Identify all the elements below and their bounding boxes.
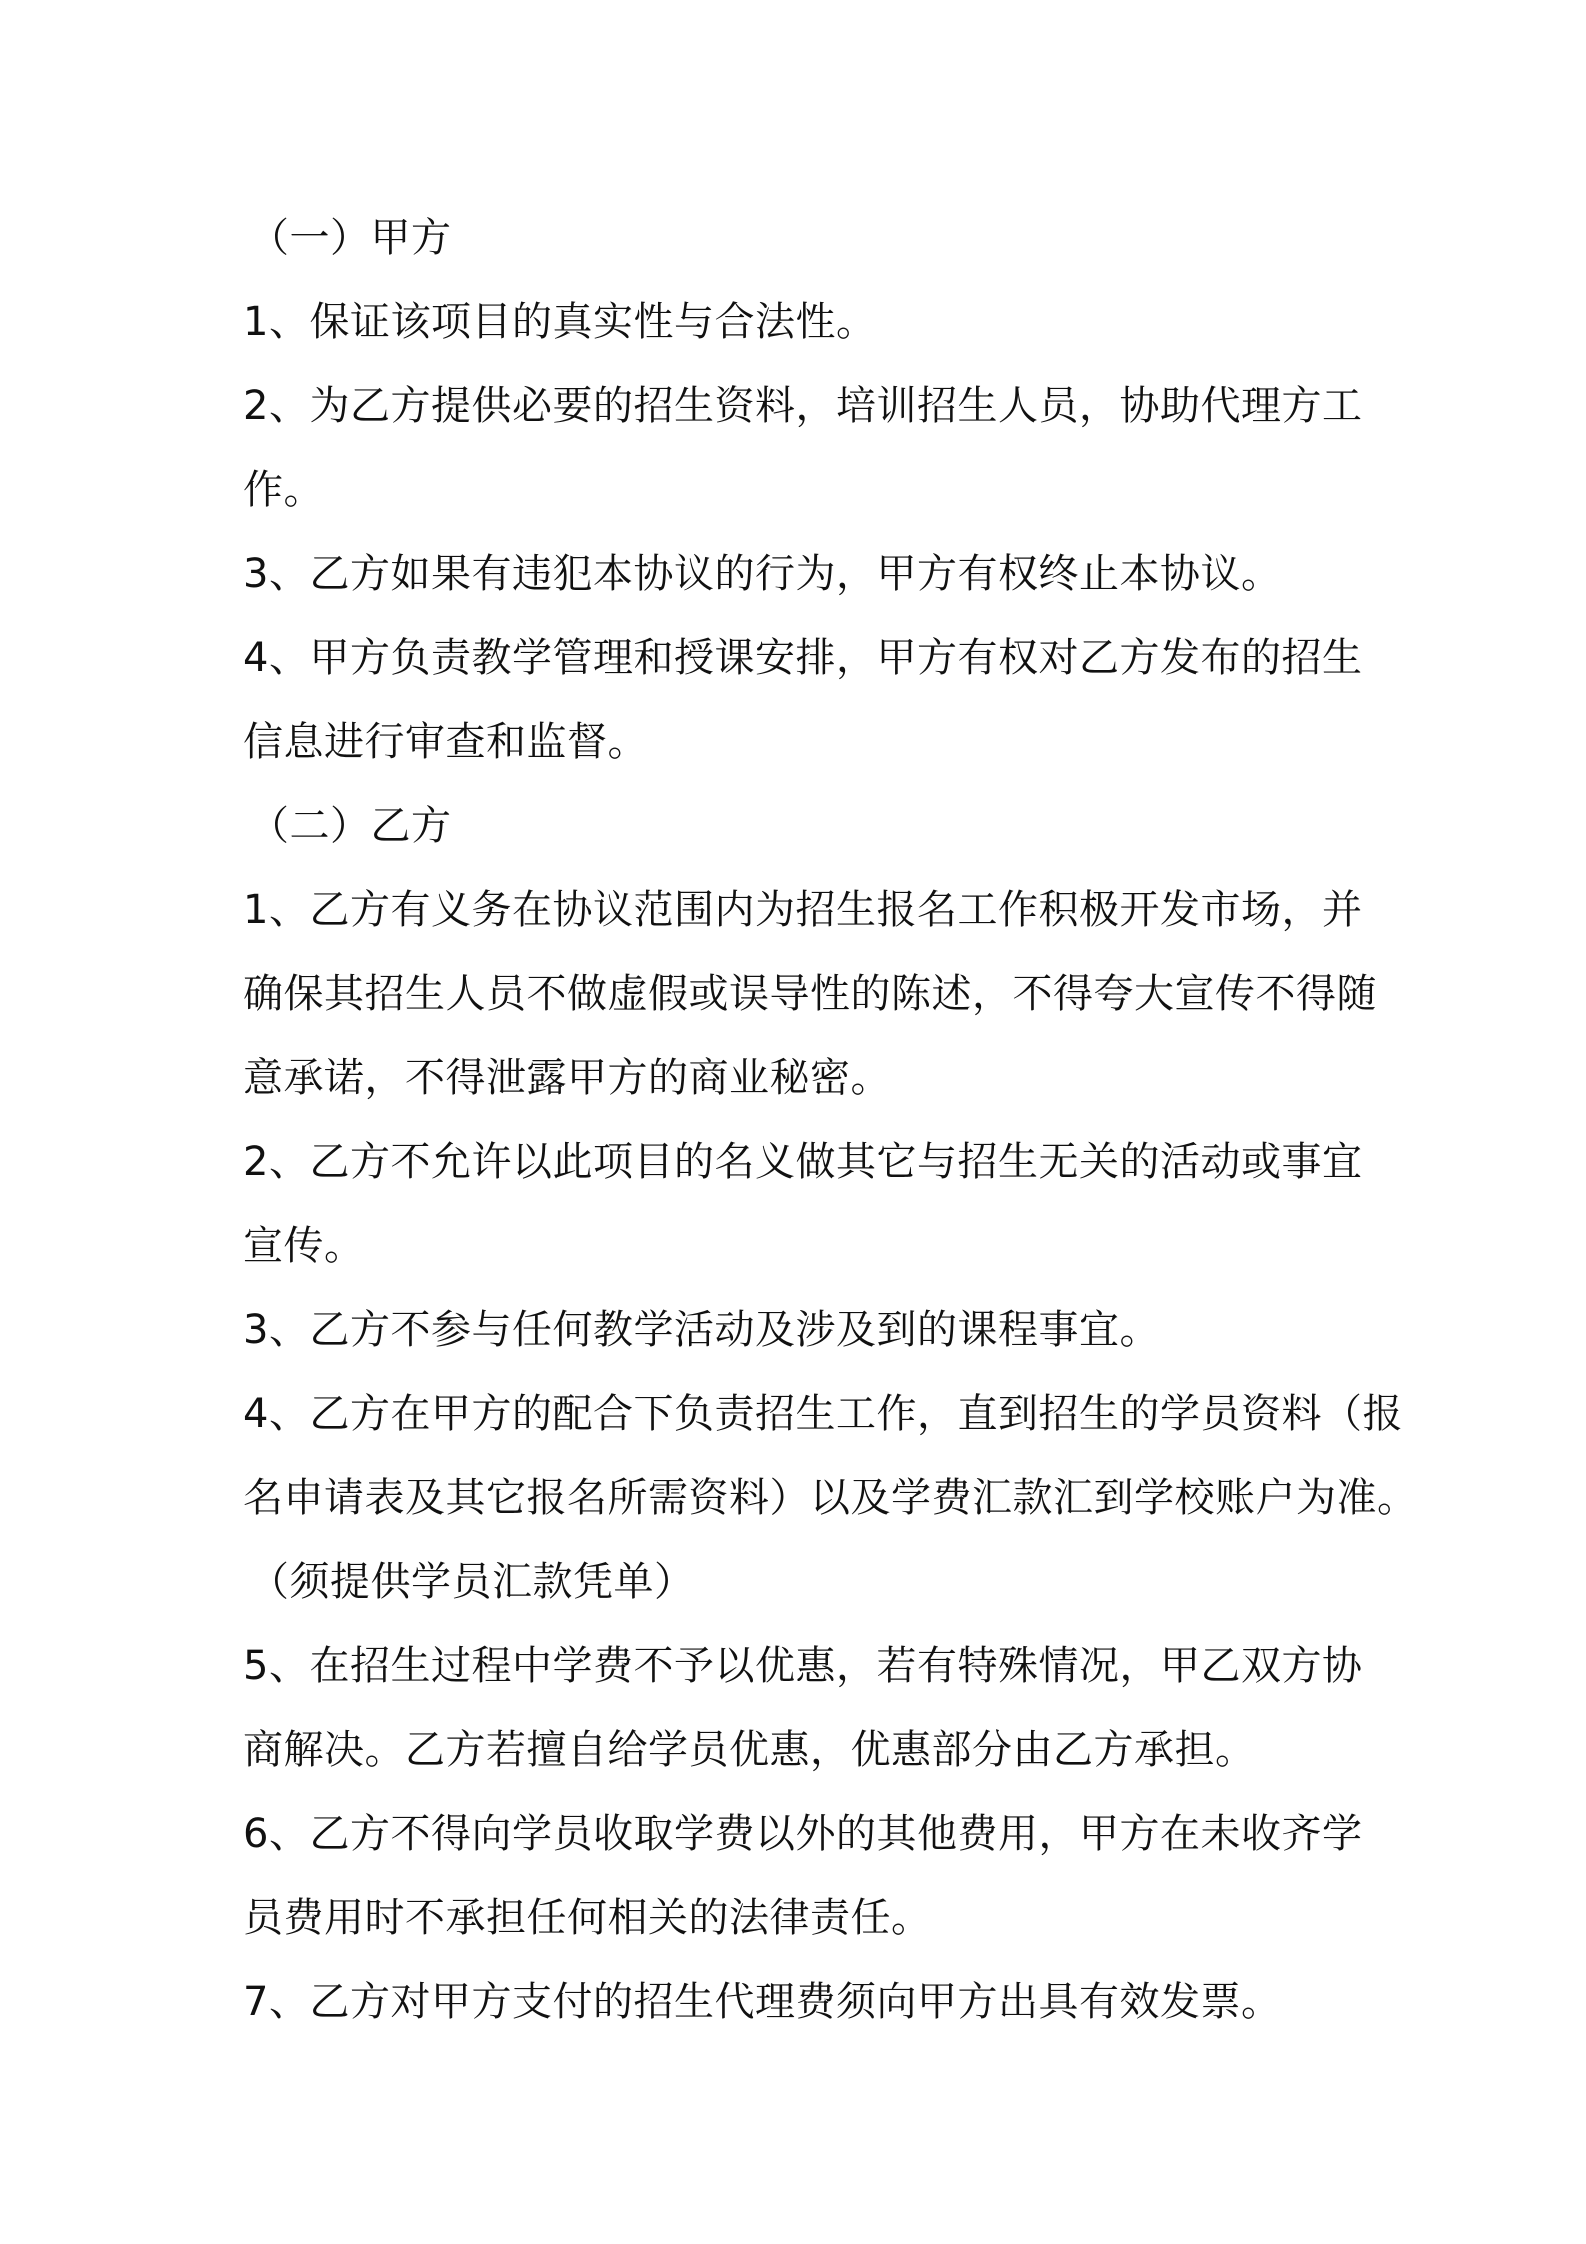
text-line: 1、保证该项目的真实性与合法性。 bbox=[243, 299, 877, 345]
text-line: 7、乙方对甲方支付的招生代理费须向甲方出具有效发票。 bbox=[243, 1979, 1282, 2025]
section-heading-party-b: （二）乙方 bbox=[249, 803, 452, 849]
text-line: 宣传。 bbox=[243, 1223, 365, 1269]
text-line: 5、在招生过程中学费不予以优惠，若有特殊情况，甲乙双方协 bbox=[243, 1643, 1363, 1689]
text-line: 信息进行审查和监督。 bbox=[243, 719, 648, 765]
text-line: 1、乙方有义务在协议范围内为招生报名工作积极开发市场，并 bbox=[243, 887, 1363, 933]
text-line: 商解决。乙方若擅自给学员优惠，优惠部分由乙方承担。 bbox=[243, 1727, 1256, 1773]
text-line: 作。 bbox=[243, 467, 324, 513]
text-line: 名申请表及其它报名所需资料）以及学费汇款汇到学校账户为准。 bbox=[243, 1475, 1418, 1521]
text-line: 4、甲方负责教学管理和授课安排，甲方有权对乙方发布的招生 bbox=[243, 635, 1363, 681]
section-heading-party-a: （一）甲方 bbox=[249, 215, 452, 261]
text-line: 意承诺，不得泄露甲方的商业秘密。 bbox=[243, 1055, 891, 1101]
text-line: 3、乙方不参与任何教学活动及涉及到的课程事宜。 bbox=[243, 1307, 1160, 1353]
document-body bbox=[243, 196, 1418, 2044]
text-line: 4、乙方在甲方的配合下负责招生工作，直到招生的学员资料（报 bbox=[243, 1391, 1403, 1437]
text-line: 员费用时不承担任何相关的法律责任。 bbox=[243, 1895, 932, 1941]
text-line: 2、乙方不允许以此项目的名义做其它与招生无关的活动或事宜 bbox=[243, 1139, 1363, 1185]
text-line: 确保其招生人员不做虚假或误导性的陈述，不得夸大宣传不得随 bbox=[243, 971, 1377, 1017]
text-line: （须提供学员汇款凭单） bbox=[249, 1559, 695, 1605]
text-line: 6、乙方不得向学员收取学费以外的其他费用，甲方在未收齐学 bbox=[243, 1811, 1363, 1857]
text-line: 2、为乙方提供必要的招生资料，培训招生人员，协助代理方工 bbox=[243, 383, 1363, 429]
text-line: 3、乙方如果有违犯本协议的行为，甲方有权终止本协议。 bbox=[243, 551, 1282, 597]
